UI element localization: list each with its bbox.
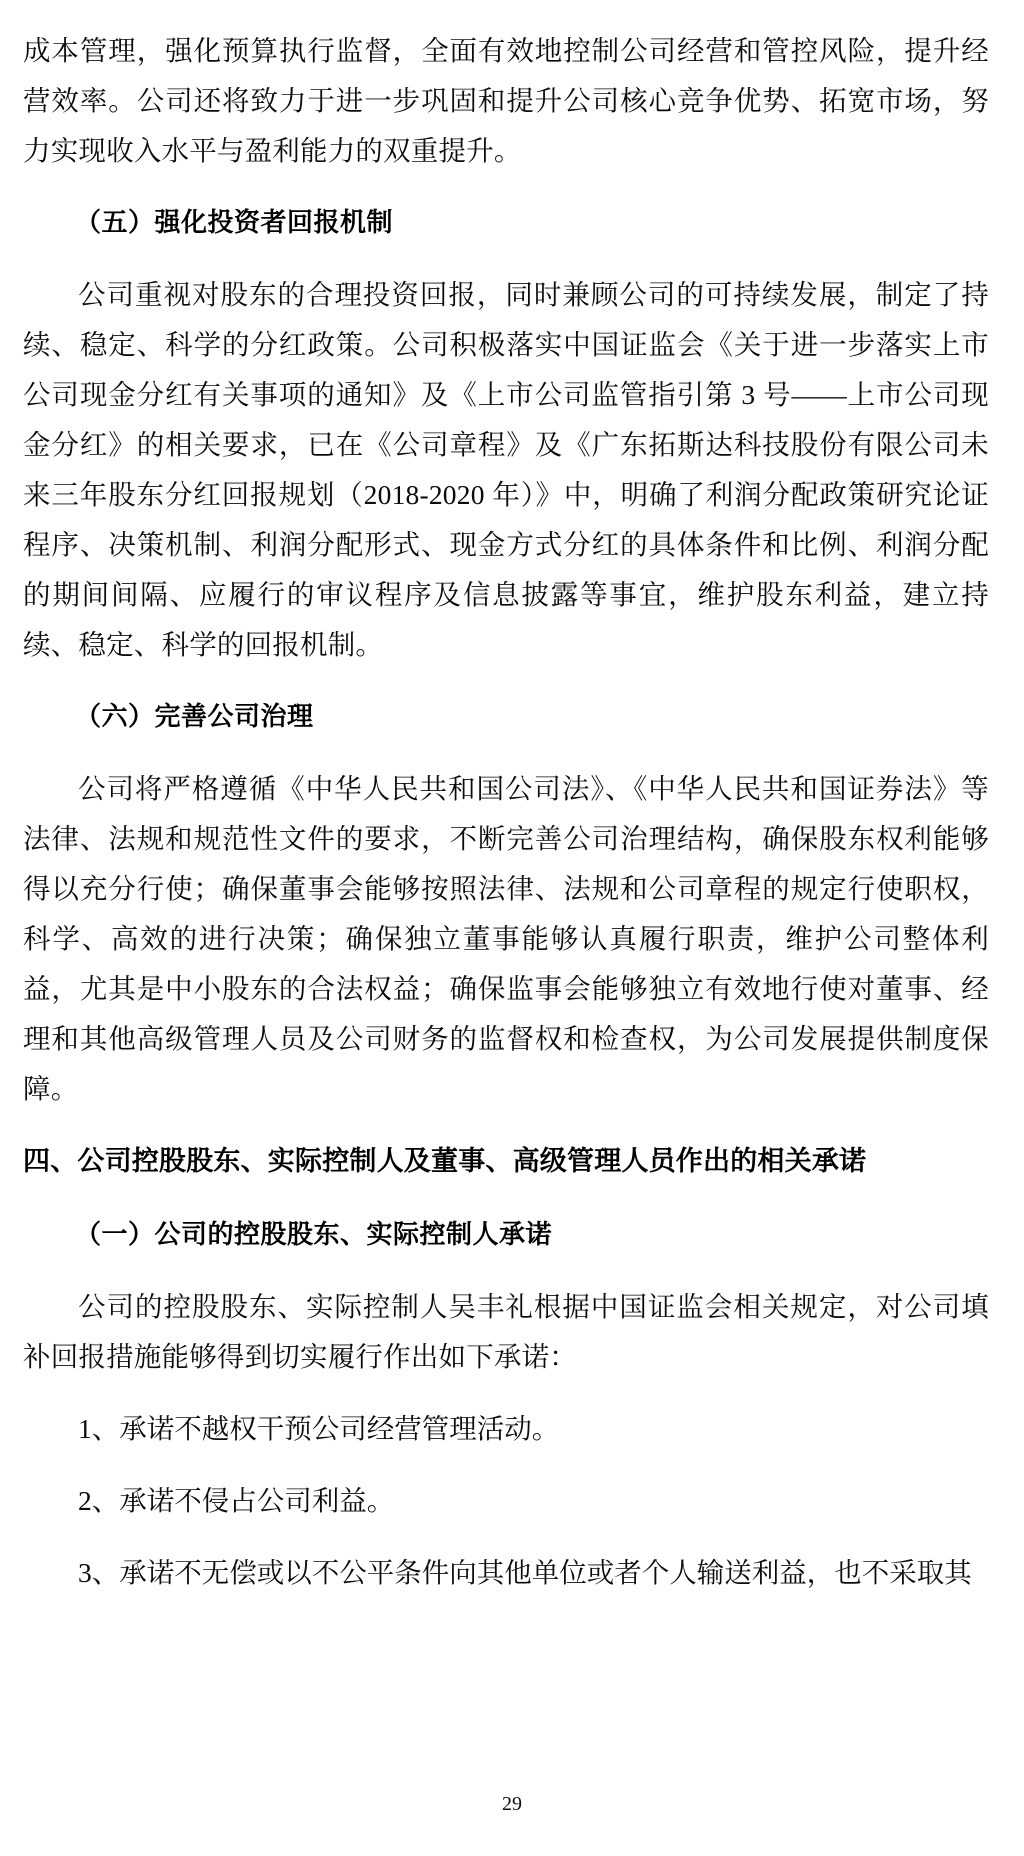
spacer bbox=[23, 742, 989, 764]
paragraph-continued-cost-management: 成本管理，强化预算执行监督，全面有效地控制公司经营和管控风险，提升经营效率。公司还将致力于进一步巩固和提升公司核心竞争优势、拓宽市场，努力实现收入水平与盈利能力的双重提升。 bbox=[23, 35, 989, 166]
subheading-one-controlling-shareholder-commitment: （一）公司的控股股东、实际控制人承诺 bbox=[75, 1220, 553, 1250]
spacer bbox=[23, 670, 989, 692]
paragraph-corporate-governance: 公司将严格遵循《中华人民共和国公司法》、《中华人民共和国证券法》等法律、法规和规范性文件的要求，不断完善公司治理结构，确保股东权利能够得以充分行使；确保董事会能够按照法律、法规和公司章程的规定行使职权，科学、高效的进行决策；确保独立董事能够认真履行职责，维护公司整体利益，尤其是中小股东的合法权益；确保监事会能够独立有效地行使对董事、经理和其他高级管理人员及公司财务的监督权和检查权，为公司发展提供制度保障。 bbox=[23, 773, 989, 1104]
list-item: 1、承诺不越权干预公司经营管理活动。 bbox=[78, 1413, 560, 1444]
subheading-six-corporate-governance: （六）完善公司治理 bbox=[75, 702, 314, 732]
list-item: 3、承诺不无偿或以不公平条件向其他单位或者个人输送利益，也不采取其 bbox=[78, 1557, 972, 1588]
paragraph-dividend-policy: 公司重视对股东的合理投资回报，同时兼顾公司的可持续发展，制定了持续、稳定、科学的分红政策。公司积极落实中国证监会《关于进一步落实上市公司现金分红有关事项的通知》及《上市公司监管指引第 3 号——上市公司现金分红》的相关要求，已在《公司章程》及《广东拓斯达科技股份有限公司未来三年股东分红回报规划（2018-2020 年）》中，明确了利润分配政策研究论证程序、决策机制、利润分配形式、现金方式分红的具体条件和比例、利润分配的期间间隔、应履行的审议程序及信息披露等事宜，维护股东利益，建立持续、稳定、科学的回报机制。 bbox=[23, 279, 989, 660]
spacer bbox=[23, 1454, 989, 1476]
spacer bbox=[23, 1260, 989, 1282]
spacer bbox=[23, 248, 989, 270]
spacer bbox=[23, 176, 989, 198]
spacer bbox=[23, 1526, 989, 1548]
spacer bbox=[23, 1188, 989, 1210]
document-body bbox=[23, 26, 989, 1598]
spacer bbox=[23, 1382, 989, 1404]
spacer bbox=[23, 1114, 989, 1136]
main-heading-four-commitments: 四、公司控股股东、实际控制人及董事、高级管理人员作出的相关承诺 bbox=[23, 1146, 867, 1177]
subheading-five-investor-return: （五）强化投资者回报机制 bbox=[75, 208, 394, 238]
paragraph-controlling-shareholder-intro: 公司的控股股东、实际控制人吴丰礼根据中国证监会相关规定，对公司填补回报措施能够得到切实履行作出如下承诺： bbox=[23, 1291, 989, 1372]
page-number: 29 bbox=[502, 1793, 522, 1815]
list-item: 2、承诺不侵占公司利益。 bbox=[78, 1485, 395, 1516]
